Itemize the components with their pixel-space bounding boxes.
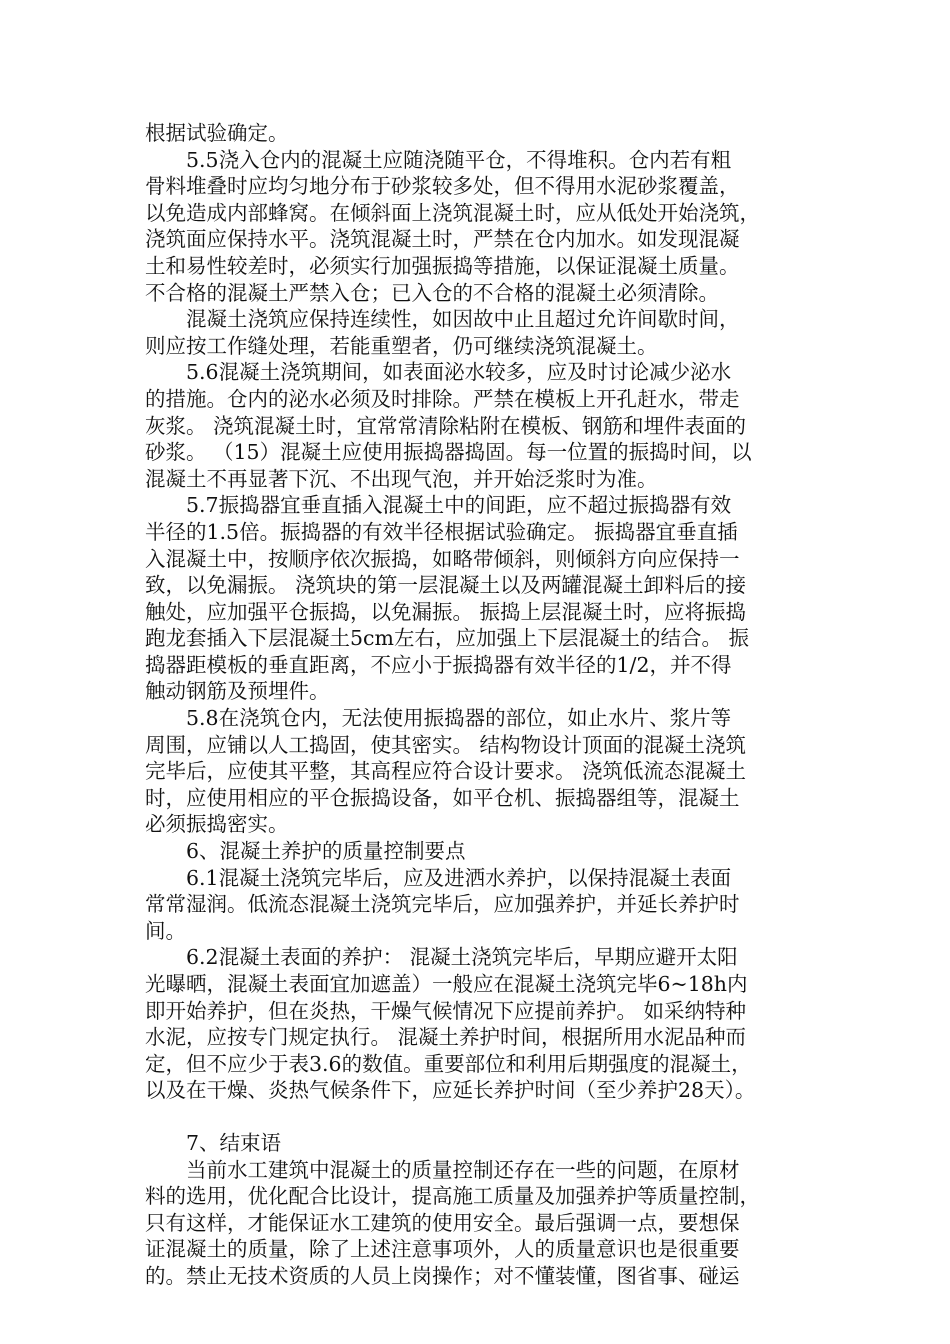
paragraph-5-7: 5.7振捣器宜垂直插入混凝土中的间距，应不超过振捣器有效 半径的1.5倍。振捣器的有效半径根据试验确定。 振捣器宜垂直插 入混凝土中，按顺序依次振捣，如略带倾斜，则倾斜方向应保持一 致，以免漏振。 浇筑块的第一层混凝土以及两罐混凝土卸料后的接 触处，应加强平仓振捣，以免漏振。 振捣上层混凝土时，应将振捣 跑龙套插入下层混凝土5cm左右，应加强上下层混凝土的结合。 振 捣器距模板的垂直距离，不应小于振捣器有效半径的1/2，并不得 触动钢筋及预埋件。 [145,493,749,704]
paragraph-5-6: 5.6混凝土浇筑期间，如表面泌水较多，应及时讨论减少泌水 的措施。仓内的泌水必须及时排除。严禁在模板上开孔赶水，带走 灰浆。 浇筑混凝土时，宜常常清除粘附在模板、钢筋和埋件表面的 砂浆。 （15）混凝土应使用振捣器捣固。每一位置的振捣时间，以 混凝土不再显著下沉、不出现气泡，并开始泛浆时为准。 [145,360,752,491]
paragraph-5-5: 5.5浇入仓内的混凝土应随浇随平仓，不得堆积。仓内若有粗 骨料堆叠时应均匀地分布于砂浆较多处，但不得用水泥砂浆覆盖， 以免造成内部蜂窝。在倾斜面上浇筑混凝土时，应从低处开始浇筑， 浇筑面应保持水平。浇筑混凝土时，严禁在仓内加水。如发现混凝 土和易性较差时，必须实行加强振捣等措施，以保证混凝土质量。 不合格的混凝土严禁入仓；已入仓的不合格的混凝土必须清除。 [145,147,760,305]
section-heading-6: 6、混凝土养护的质量控制要点 [186,839,466,864]
document-page [145,120,815,1290]
section-heading-7: 7、结束语 [186,1130,282,1155]
paragraph-6-1: 6.1混凝土浇筑完毕后，应及进洒水养护，以保持混凝土表面 常常湿润。低流态混凝土浇筑完毕后，应加强养护，并延长养护时 间。 [145,865,740,943]
paragraph-conclusion: 当前水工建筑中混凝土的质量控制还存在一些的问题，在原材 料的选用，优化配合比设计，提高施工质量及加强养护等质量控制， 只有这样，才能保证水工建筑的使用安全。最后强调一点，要想保 证混凝土的质量，除了上述注意事项外，人的质量意识也是很重要 的。禁止无技术资质的人员上岗操作；对不懂装懂，图省事、碰运 [145,1157,760,1288]
paragraph-continuation: 根据试验确定。 [145,121,289,145]
paragraph-gap [145,1104,815,1130]
paragraph-5-8: 5.8在浇筑仓内，无法使用振捣器的部位，如止水片、浆片等 周围，应铺以人工捣固，使其密实。 结构物设计顶面的混凝土浇筑 完毕后，应使其平整，其高程应符合设计要求。 浇筑低流态混凝土 时，应使用相应的平仓振捣设备，如平仓机、振捣器组等，混凝土 必须振捣密实。 [145,706,747,837]
paragraph-6-2: 6.2混凝土表面的养护： 混凝土浇筑完毕后，早期应避开太阳 光曝晒，混凝土表面宜加遮盖）一般应在混凝土浇筑完毕6~18h内 即开始养护，但在炎热，干燥气候情况下应提前养护。 如采纳特种 水泥，应按专门规定执行。 混凝土养护时间，根据所用水泥品种而 定，但不应少于表3.6的数值。重要部位和利用后期强度的混凝土， 以及在干燥、炎热气候条件下，应延长养护时间（至少养护28天）。 [145,945,756,1103]
paragraph-continuity: 混凝土浇筑应保持连续性，如因故中止且超过允许间歇时间， 则应按工作缝处理，若能重塑者，仍可继续浇筑混凝土。 [145,307,740,358]
